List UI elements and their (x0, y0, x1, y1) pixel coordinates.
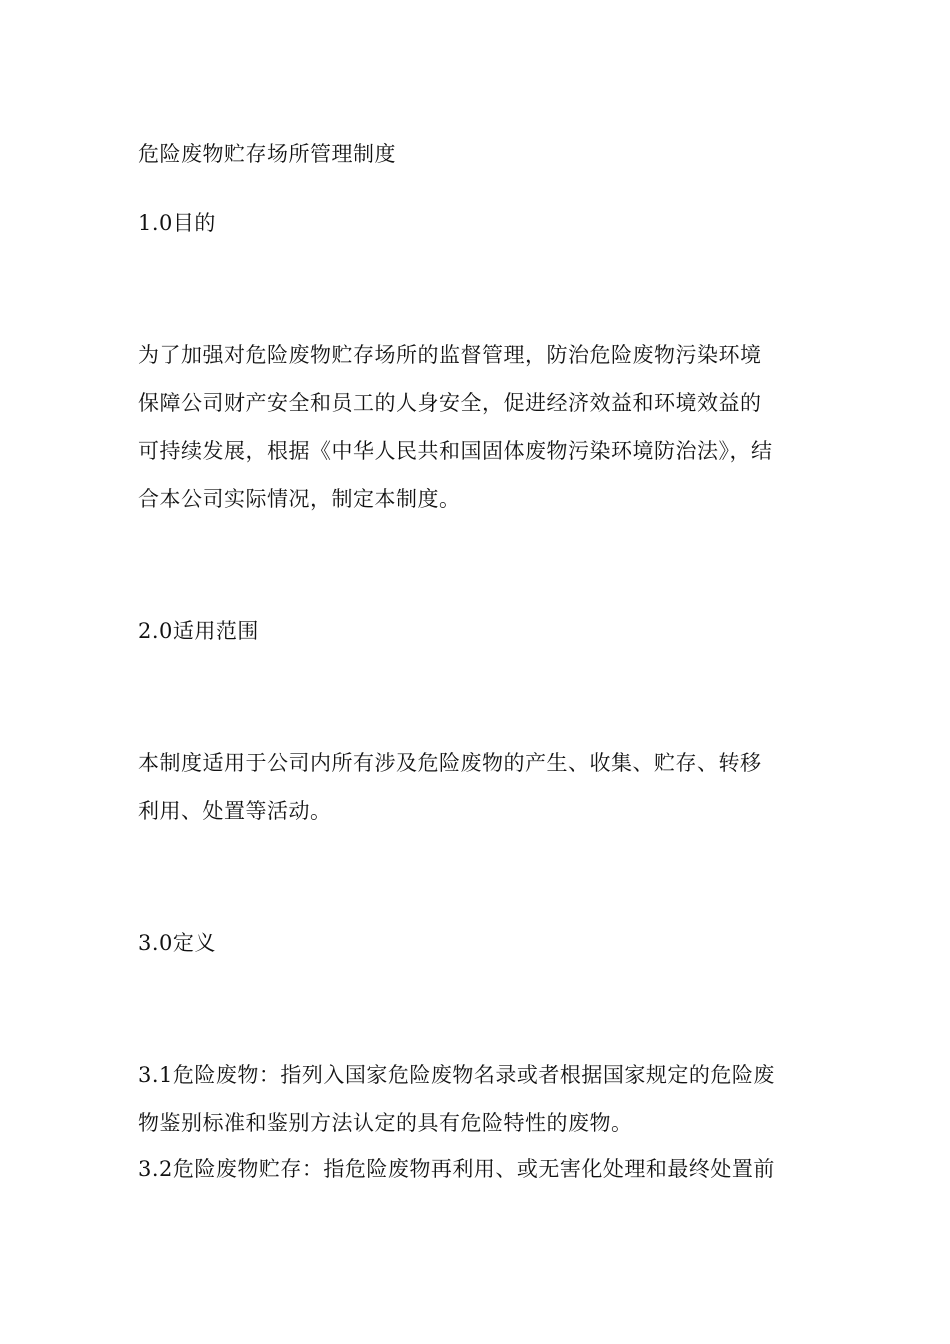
paragraph-line: 可持续发展，根据《中华人民共和国固体废物污染环境防治法》，结 (138, 439, 773, 463)
section-heading-scope: 2.0适用范围 (138, 619, 259, 643)
paragraph-line: 3.1危险废物：指列入国家危险废物名录或者根据国家规定的危险废 (138, 1063, 775, 1087)
section-heading-definitions: 3.0定义 (138, 931, 216, 955)
paragraph-line: 3.2危险废物贮存：指危险废物再利用、或无害化处理和最终处置前 (138, 1157, 775, 1181)
document-title: 危险废物贮存场所管理制度 (138, 142, 396, 166)
section-heading-purpose: 1.0目的 (138, 211, 216, 235)
paragraph-line: 为了加强对危险废物贮存场所的监督管理，防治危险废物污染环境 (138, 343, 762, 367)
paragraph-line: 保障公司财产安全和员工的人身安全，促进经济效益和环境效益的 (138, 391, 762, 415)
paragraph-line: 利用、处置等活动。 (138, 799, 332, 823)
paragraph-line: 合本公司实际情况，制定本制度。 (138, 487, 461, 511)
paragraph-line: 物鉴别标准和鉴别方法认定的具有危险特性的废物。 (138, 1111, 633, 1135)
paragraph-line: 本制度适用于公司内所有涉及危险废物的产生、收集、贮存、转移 (138, 751, 762, 775)
